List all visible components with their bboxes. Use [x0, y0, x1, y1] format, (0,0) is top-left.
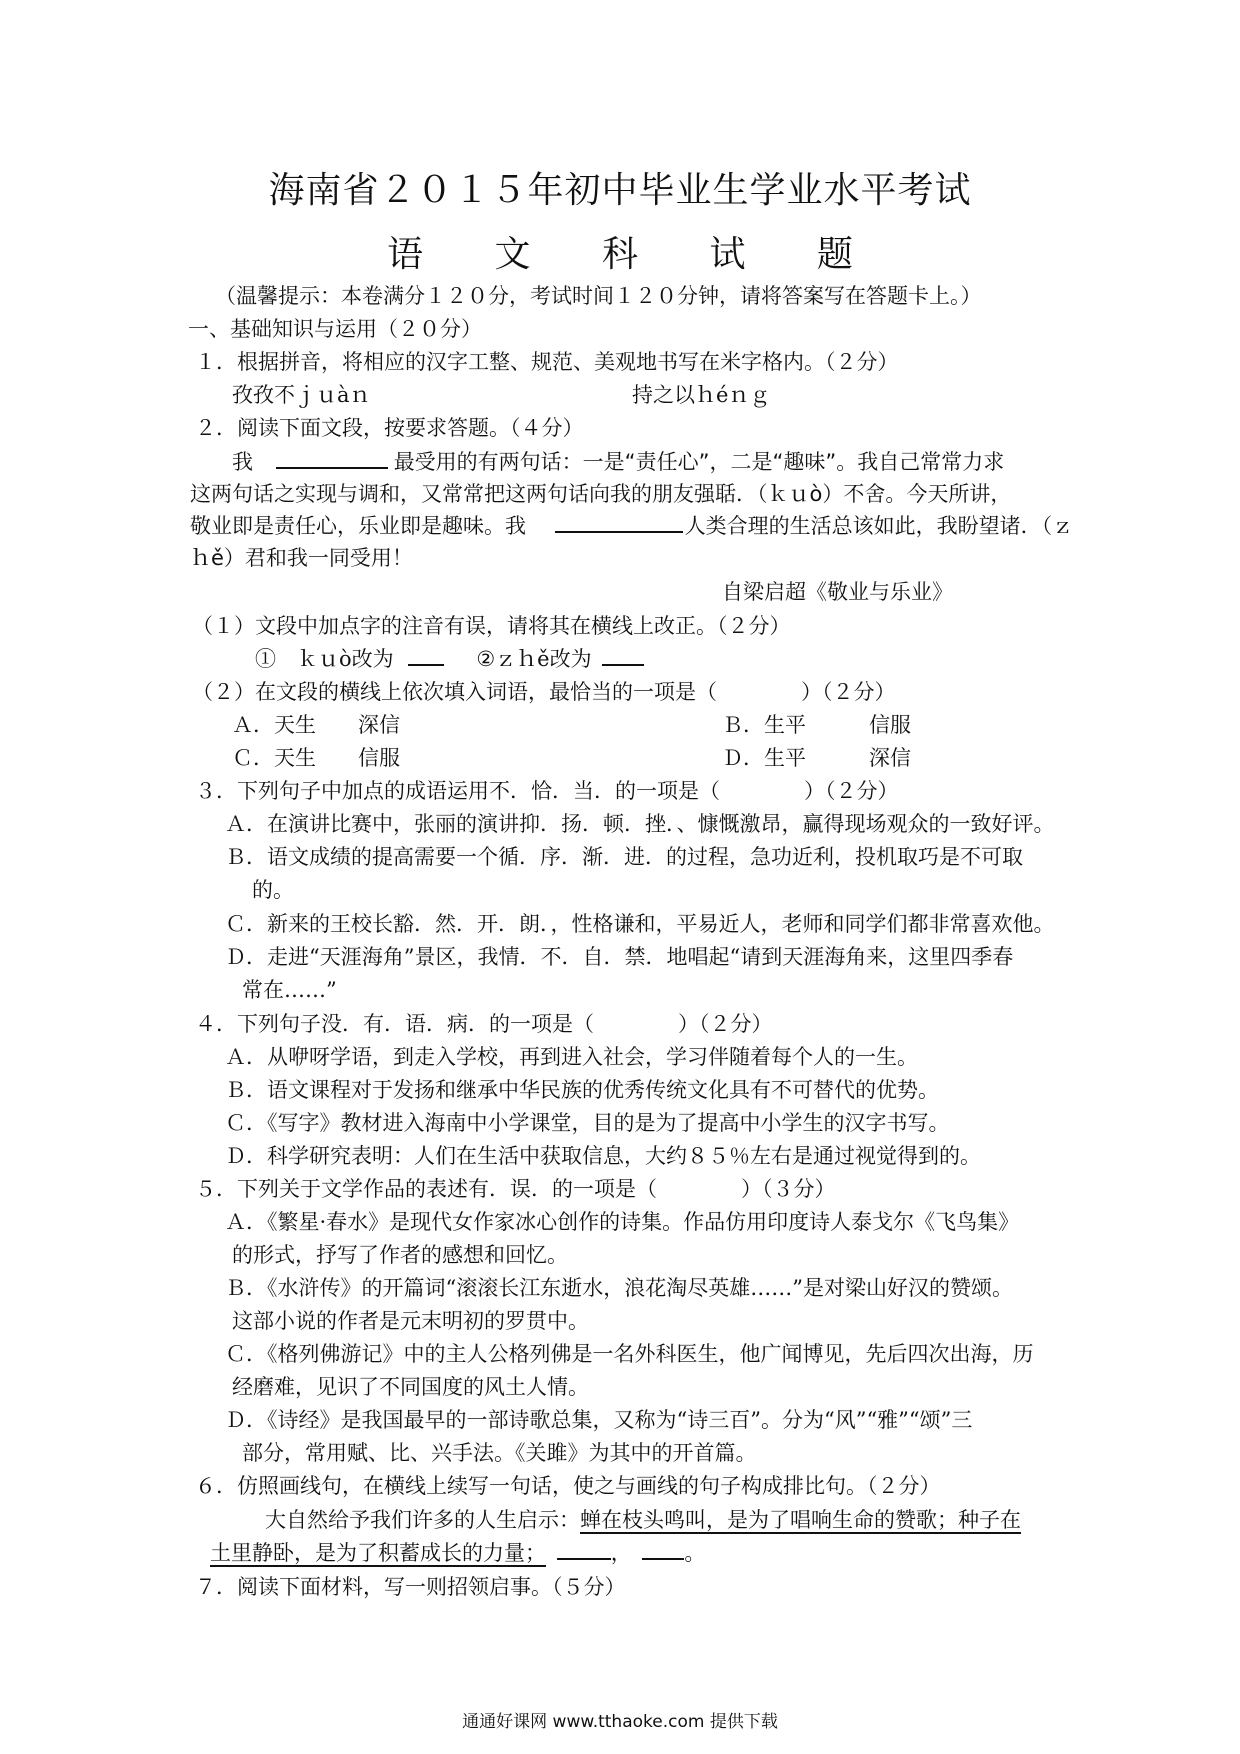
question-5-option-a: Ａ．《繁星·春水》是现代女作家冰心创作的诗集。作品仿用印度诗人泰戈尔《飞鸟集》 — [225, 1210, 1020, 1234]
question-4-stem: ４．下列句子没．有．语．病．的一项是（ ）（２分） — [195, 1012, 773, 1036]
option-b: Ｂ．生平 信服 — [722, 713, 911, 737]
question-2-sub-2: （２）在文段的横线上依次填入词语，最恰当的一项是（ ）（２分） — [192, 680, 896, 704]
question-3-option-d-cont: 常在……” — [242, 978, 337, 1002]
exam-title: 海南省２０１５年初中毕业生学业水平考试 — [268, 170, 972, 211]
question-1-item-b: 持之以ｈéｎｇ — [632, 383, 771, 407]
answer-blank[interactable] — [557, 1540, 611, 1560]
passage-line-4: ｈě）君和我一同受用！ — [190, 546, 413, 570]
answer-blank[interactable] — [408, 646, 444, 666]
passage-text: 我 — [232, 450, 253, 474]
option-c: Ｃ．天生 信服 — [232, 746, 400, 770]
question-2-stem: ２．阅读下面文段，按要求答题。（４分） — [195, 416, 584, 440]
passage-text: 最受用的有两句话：一是“责任心”，二是“趣味”。我自己常常力求 — [393, 450, 1005, 474]
question-2-sub-1: （１）文段中加点字的注音有误，请将其在横线上改正。（２分） — [192, 614, 791, 638]
underlined-sentence: 土里静卧，是为了积蓄成长的力量； — [210, 1541, 546, 1565]
section-heading: 一、基础知识与运用（２０分） — [188, 317, 482, 341]
question-2-sub-1-answers: ① ｋｕò改为 ②ｚｈě改为 — [255, 645, 644, 673]
exam-subtitle: 语 文 科 试 题 — [387, 234, 883, 275]
question-4-option-b: Ｂ．语文课程对于发扬和继承中华民族的优秀传统文化具有不可替代的优势。 — [225, 1078, 939, 1102]
underlined-sentence: 蝉在枝头鸣叫，是为了唱响生命的赞歌；种子在 — [580, 1508, 1021, 1532]
question-5-option-b: Ｂ．《水浒传》的开篇词“滚滚长江东逝水，浪花淘尽英雄……”是对梁山好汉的赞颂。 — [225, 1276, 1013, 1300]
question-5-stem: ５．下列关于文学作品的表述有．误．的一项是（ ）（３分） — [195, 1177, 836, 1201]
answer-blank[interactable] — [642, 1540, 684, 1560]
answer-blank[interactable] — [555, 513, 683, 533]
answer-blank[interactable] — [276, 449, 388, 469]
question-5-option-d-cont: 部分，常用赋、比、兴手法。《关雎》为其中的开首篇。 — [242, 1441, 757, 1465]
question-5-option-c: Ｃ．《格列佛游记》中的主人公格列佛是一名外科医生，他广闻博见，先后四次出海，历 — [225, 1342, 1034, 1366]
question-3-option-c: Ｃ．新来的王校长豁．然．开．朗．，性格谦和，平易近人，老师和同学们都非常喜欢他。 — [225, 912, 1055, 936]
passage-line-1 — [232, 448, 1004, 476]
passage-text: 人类合理的生活总该如此，我盼望诸．（ｚ — [684, 514, 1074, 538]
question-1-item-a: 孜孜不ｊｕàｎ — [232, 383, 371, 407]
question-7-stem: ７．阅读下面材料，写一则招领启事。（５分） — [195, 1575, 626, 1599]
question-3-option-b: Ｂ．语文成绩的提高需要一个循．序．渐．进．的过程，急功近利，投机取巧是不可取 — [225, 845, 1023, 869]
question-6-stem: ６．仿照画线句，在横线上续写一句话，使之与画线的句子构成排比句。（２分） — [195, 1474, 941, 1498]
option-d: Ｄ．生平 深信 — [722, 746, 911, 770]
question-3-option-d: Ｄ．走进“天涯海角”景区，我情．不．自．禁．地唱起“请到天涯海角来，这里四季春 — [225, 945, 1014, 969]
passage-line-2: 这两句话之实现与调和，又常常把这两句话向我的朋友强聒．（ｋｕò）不舍。今天所讲， — [190, 482, 1012, 506]
passage-source: 自梁启超《敬业与乐业》 — [722, 580, 953, 604]
question-5-option-b-cont: 这部小说的作者是元末明初的罗贯中。 — [232, 1309, 589, 1333]
question-3-option-a: Ａ．在演讲比赛中，张丽的演讲抑．扬．顿．挫．、慷慨激昂，赢得现场观众的一致好评。 — [225, 812, 1055, 836]
question-5-option-d: Ｄ．《诗经》是我国最早的一部诗歌总集，又称为“诗三百”。分为“风”“雅”“颂”三 — [225, 1408, 973, 1432]
answer-blank[interactable] — [602, 646, 644, 666]
question-5-option-a-cont: 的形式，抒写了作者的感想和回忆。 — [232, 1243, 568, 1267]
question-4-option-d: Ｄ．科学研究表明：人们在生活中获取信息，大约８５％左右是通过视觉得到的。 — [225, 1144, 981, 1168]
question-3-option-b-cont: 的。 — [252, 878, 294, 902]
question-3-stem: ３．下列句子中加点的成语运用不．恰．当．的一项是（ ）（２分） — [195, 779, 899, 803]
question-4-option-c: Ｃ．《写字》教材进入海南中小学课堂，目的是为了提高中小学生的汉字书写。 — [225, 1111, 950, 1135]
question-6-line-2: 土里静卧，是为了积蓄成长的力量； ， 。 — [210, 1541, 706, 1565]
notice-text: （温馨提示：本卷满分１２０分，考试时间１２０分钟，请将答案写在答题卡上。） — [215, 284, 982, 308]
passage-text: 敬业即是责任心，乐业即是趣味。我 — [190, 514, 526, 538]
question-1-stem: １．根据拼音，将相应的汉字工整、规范、美观地书写在米字格内。（２分） — [195, 350, 899, 374]
option-a: Ａ．天生 深信 — [232, 713, 400, 737]
passage-line-3 — [190, 512, 1073, 540]
question-5-option-c-cont: 经磨难，见识了不同国度的风土人情。 — [232, 1375, 589, 1399]
question-4-option-a: Ａ．从咿呀学语，到走入学校，再到进入社会，学习伴随着每个人的一生。 — [225, 1045, 918, 1069]
page-footer: 通通好课网 www.tthaoke.com 提供下载 — [462, 1712, 778, 1732]
question-6-line-1: 大自然给予我们许多的人生启示：蝉在枝头鸣叫，是为了唱响生命的赞歌；种子在 — [265, 1508, 1021, 1532]
